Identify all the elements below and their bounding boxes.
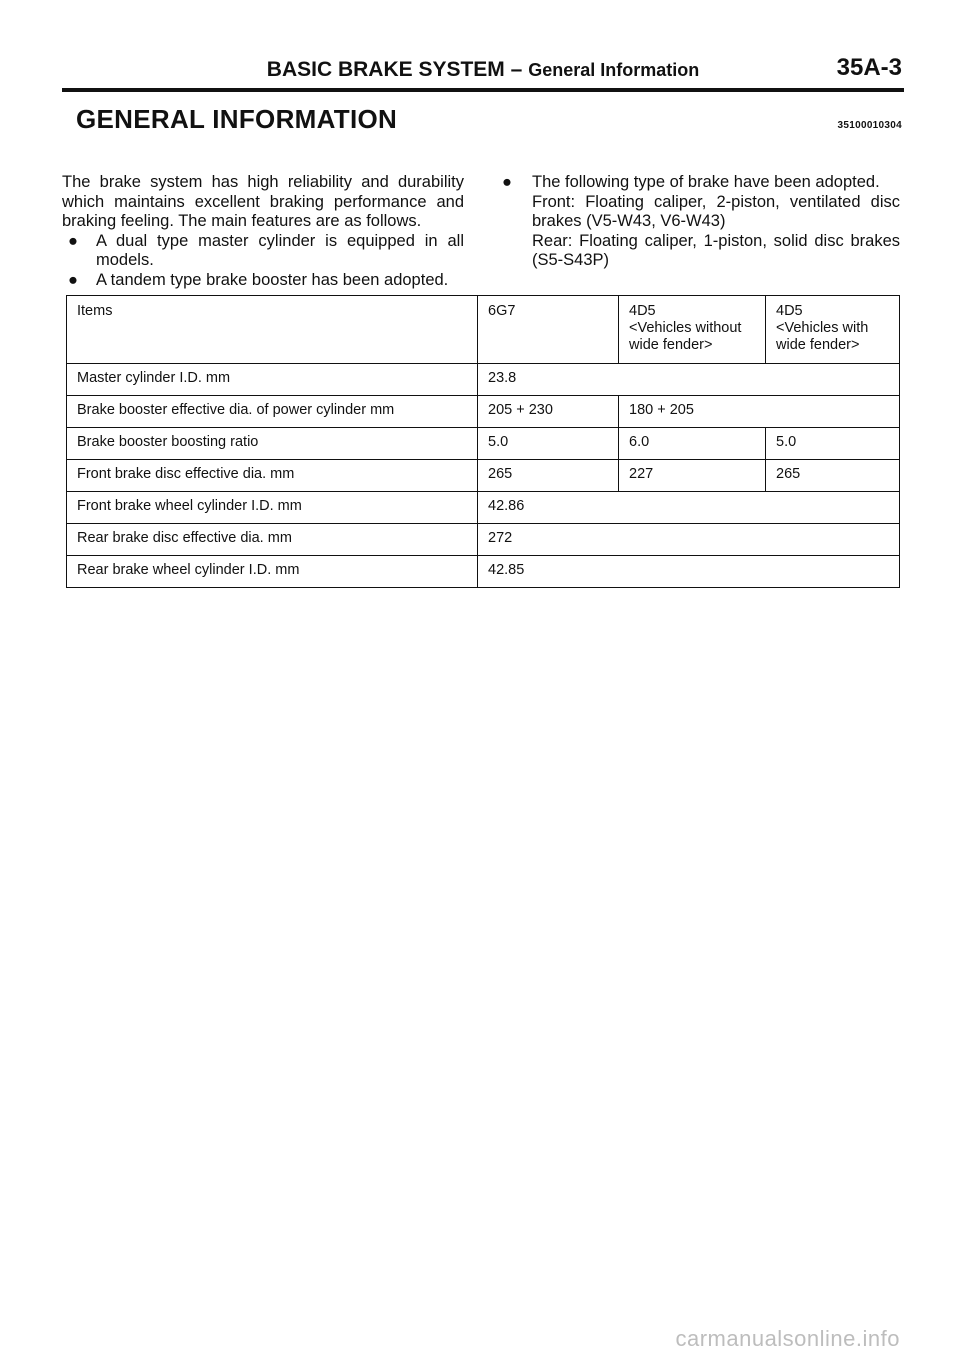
header-subsection: General Information <box>528 60 700 80</box>
bullet-dot-icon: ● <box>68 270 78 289</box>
table-header-row <box>67 296 900 364</box>
table-cell-item: Rear brake disc effective dia. mm <box>67 524 478 556</box>
document-code: 35100010304 <box>837 120 902 131</box>
table-cell-value: 265 <box>766 460 900 492</box>
bullet-text: A tandem type brake booster has been adopted. <box>96 270 449 289</box>
bullet-item <box>62 271 464 291</box>
table-row <box>67 556 900 588</box>
table-cell-value: 205 + 230 <box>478 396 619 428</box>
table-cell-item: Rear brake wheel cylinder I.D. mm <box>67 556 478 588</box>
header-separator: – <box>510 58 523 81</box>
header-cell-4d5-without-wide-fender: 4D5 <Vehicles without wide fender> <box>619 296 766 364</box>
table-row <box>67 492 900 524</box>
left-column <box>62 173 464 291</box>
table-cell-value: 227 <box>619 460 766 492</box>
table-cell-value: 42.85 <box>478 556 900 588</box>
page-header <box>62 56 904 92</box>
table-cell-item: Front brake wheel cylinder I.D. mm <box>67 492 478 524</box>
header-title <box>62 58 904 82</box>
header-section: BASIC BRAKE SYSTEM <box>266 58 505 81</box>
specifications-table <box>66 295 900 588</box>
table-cell-value: 42.86 <box>478 492 900 524</box>
bullet-text: A dual type master cylinder is equipped in all models. <box>96 231 464 270</box>
bullet-text: The following type of brake have been adopted. <box>532 173 880 191</box>
intro-paragraph: The brake system has high reliability and durability which maintains excellent braking performance and braking feeling. The main features are as follows. <box>62 173 464 231</box>
header-cell-items: Items <box>67 296 478 364</box>
right-column <box>500 173 900 271</box>
table-row <box>67 460 900 492</box>
page-title: GENERAL INFORMATION <box>76 104 398 134</box>
header-cell-4d5-with-wide-fender: 4D5 <Vehicles with wide fender> <box>766 296 900 364</box>
bullet-item <box>500 173 900 271</box>
table-cell-value: 6.0 <box>619 428 766 460</box>
table-cell-value: 180 + 205 <box>619 396 900 428</box>
bullet-dot-icon: ● <box>68 231 78 250</box>
table-cell-item: Front brake disc effective dia. mm <box>67 460 478 492</box>
table-cell-item: Brake booster effective dia. of power cylinder mm <box>67 396 478 428</box>
table-row <box>67 396 900 428</box>
table-cell-value: 272 <box>478 524 900 556</box>
table-row <box>67 428 900 460</box>
bullet-dot-icon: ● <box>502 173 512 191</box>
page-number: 35A-3 <box>836 54 902 81</box>
table-row <box>67 524 900 556</box>
brake-type-rear: Rear: Floating caliper, 1-piston, solid disc brakes (S5-S43P) <box>532 231 900 270</box>
brake-type-front: Front: Floating caliper, 2-piston, ventilated disc brakes (V5-W43, V6-W43) <box>532 192 900 231</box>
bullet-item <box>62 232 464 271</box>
header-cell-6g7: 6G7 <box>478 296 619 364</box>
table-cell-item: Master cylinder I.D. mm <box>67 364 478 396</box>
table-cell-value: 5.0 <box>478 428 619 460</box>
table-cell-item: Brake booster boosting ratio <box>67 428 478 460</box>
watermark: carmanualsonline.info <box>675 1326 900 1351</box>
table-cell-value: 23.8 <box>478 364 900 396</box>
table-row <box>67 364 900 396</box>
table-cell-value: 265 <box>478 460 619 492</box>
table-cell-value: 5.0 <box>766 428 900 460</box>
